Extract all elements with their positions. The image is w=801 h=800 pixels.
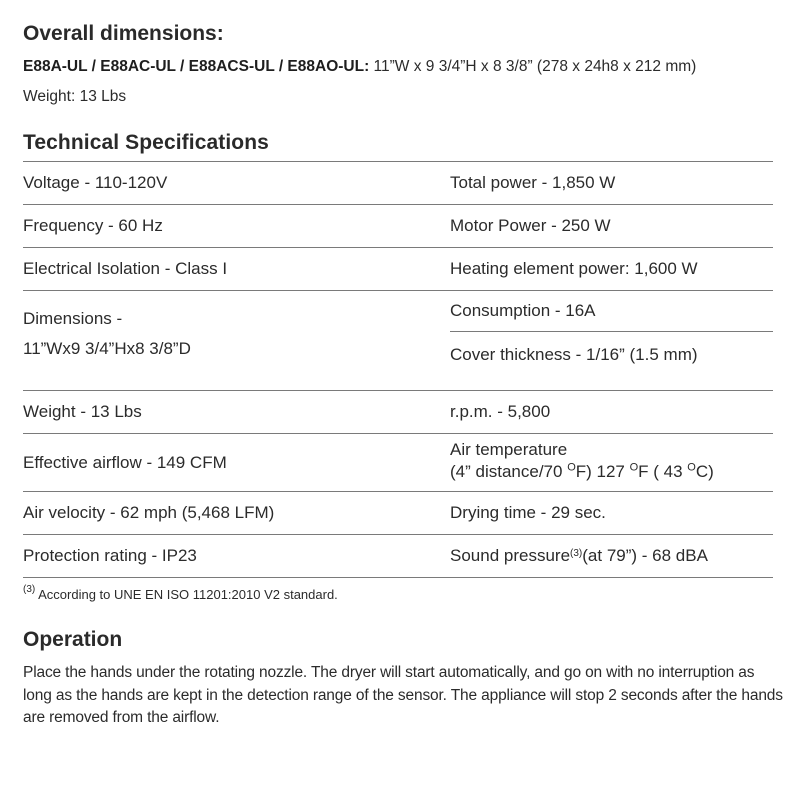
- spec-row-protection: [23, 535, 773, 578]
- overall-dimensions-value: 11”W x 9 3/4”H x 8 3/8” (278 x 24h8 x 212 mm): [369, 58, 697, 75]
- footnote: [23, 583, 338, 602]
- spec-air-temperature-label: Air temperature: [450, 440, 568, 459]
- spec-total-power: Total power - 1,850 W: [450, 173, 616, 192]
- spec-row-velocity: [23, 492, 773, 535]
- air-temp-suffix: C): [695, 462, 714, 481]
- spec-sound-pressure: Sound pressure $^{(3)}$ (at 79”) - 68 dBA: [450, 546, 708, 565]
- spec-isolation: Electrical Isolation - Class I: [23, 259, 228, 278]
- spec-row-weight: [23, 391, 773, 434]
- spec-air-velocity: Air velocity - 62 mph (5,468 LFM): [23, 503, 275, 522]
- spec-cover-thickness: Cover thickness - 1/16” (1.5 mm): [450, 344, 698, 364]
- spec-drying-time: Drying time - 29 sec.: [450, 503, 606, 522]
- spec-row-voltage: [23, 162, 773, 205]
- footnote-marker: (3): [23, 583, 36, 595]
- technical-specifications-heading: [23, 131, 269, 155]
- models-dimensions-line: [23, 58, 696, 76]
- air-temp-mid: F) 127: [575, 462, 630, 481]
- spec-table: [23, 161, 773, 578]
- spec-motor-power: Motor Power - 250 W: [450, 216, 611, 235]
- spec-dimensions-value: 11”Wx9 3/4”Hx8 3/8”D: [23, 339, 191, 358]
- model-numbers: E88A-UL / E88AC-UL / E88ACS-UL / E88AO-UL:: [23, 58, 370, 75]
- spec-protection-rating: Protection rating - IP23: [23, 546, 197, 565]
- spec-airflow: Effective airflow - 149 CFM: [23, 452, 227, 472]
- air-temp-mid2: F ( 43: [638, 462, 688, 481]
- spec-row-dimensions: [23, 291, 773, 391]
- spec-dimensions-right: [450, 291, 773, 390]
- operation-heading: Operation: [23, 628, 123, 651]
- spec-air-temperature-value: [450, 461, 773, 483]
- overall-weight: Weight: 13 Lbs: [23, 88, 127, 105]
- spec-row-isolation: [23, 248, 773, 291]
- spec-voltage: Voltage - 110-120V: [23, 173, 168, 192]
- sound-suffix: (at 79”) - 68 dBA: [582, 546, 708, 565]
- operation-text: Place the hands under the rotating nozzle. The dryer will start automatically, and go on with no interruption as long as the hands are kept in the detection range of the sensor. The appliance will stop 2 seconds after the hands are removed from the airflow.: [23, 664, 783, 726]
- footnote-text: According to UNE EN ISO 11201:2010 V2 standard.: [35, 587, 338, 602]
- spec-dimensions-label: Dimensions -: [23, 309, 123, 328]
- degree-symbol: O: [567, 461, 576, 474]
- spec-consumption: Consumption - 16A: [450, 291, 773, 332]
- spec-weight: Weight - 13 Lbs: [23, 402, 142, 421]
- spec-row-airflow: [23, 434, 773, 492]
- spec-row-frequency: [23, 205, 773, 248]
- technical-specifications-title: Technical Specifications: [23, 131, 269, 154]
- spec-heating-power: Heating element power: 1,600 W: [450, 259, 698, 278]
- overall-dimensions-heading: Overall dimensions:: [23, 22, 224, 45]
- spec-air-temperature: [450, 434, 773, 491]
- spec-frequency: Frequency - 60 Hz: [23, 216, 163, 235]
- degree-symbol: O: [687, 461, 696, 474]
- degree-symbol: O: [629, 461, 639, 474]
- spec-dimensions: [23, 291, 450, 390]
- spec-rpm: r.p.m. - 5,800: [450, 402, 551, 421]
- air-temp-prefix: (4” distance/70: [450, 462, 568, 481]
- sound-prefix: Sound pressure: [450, 546, 571, 565]
